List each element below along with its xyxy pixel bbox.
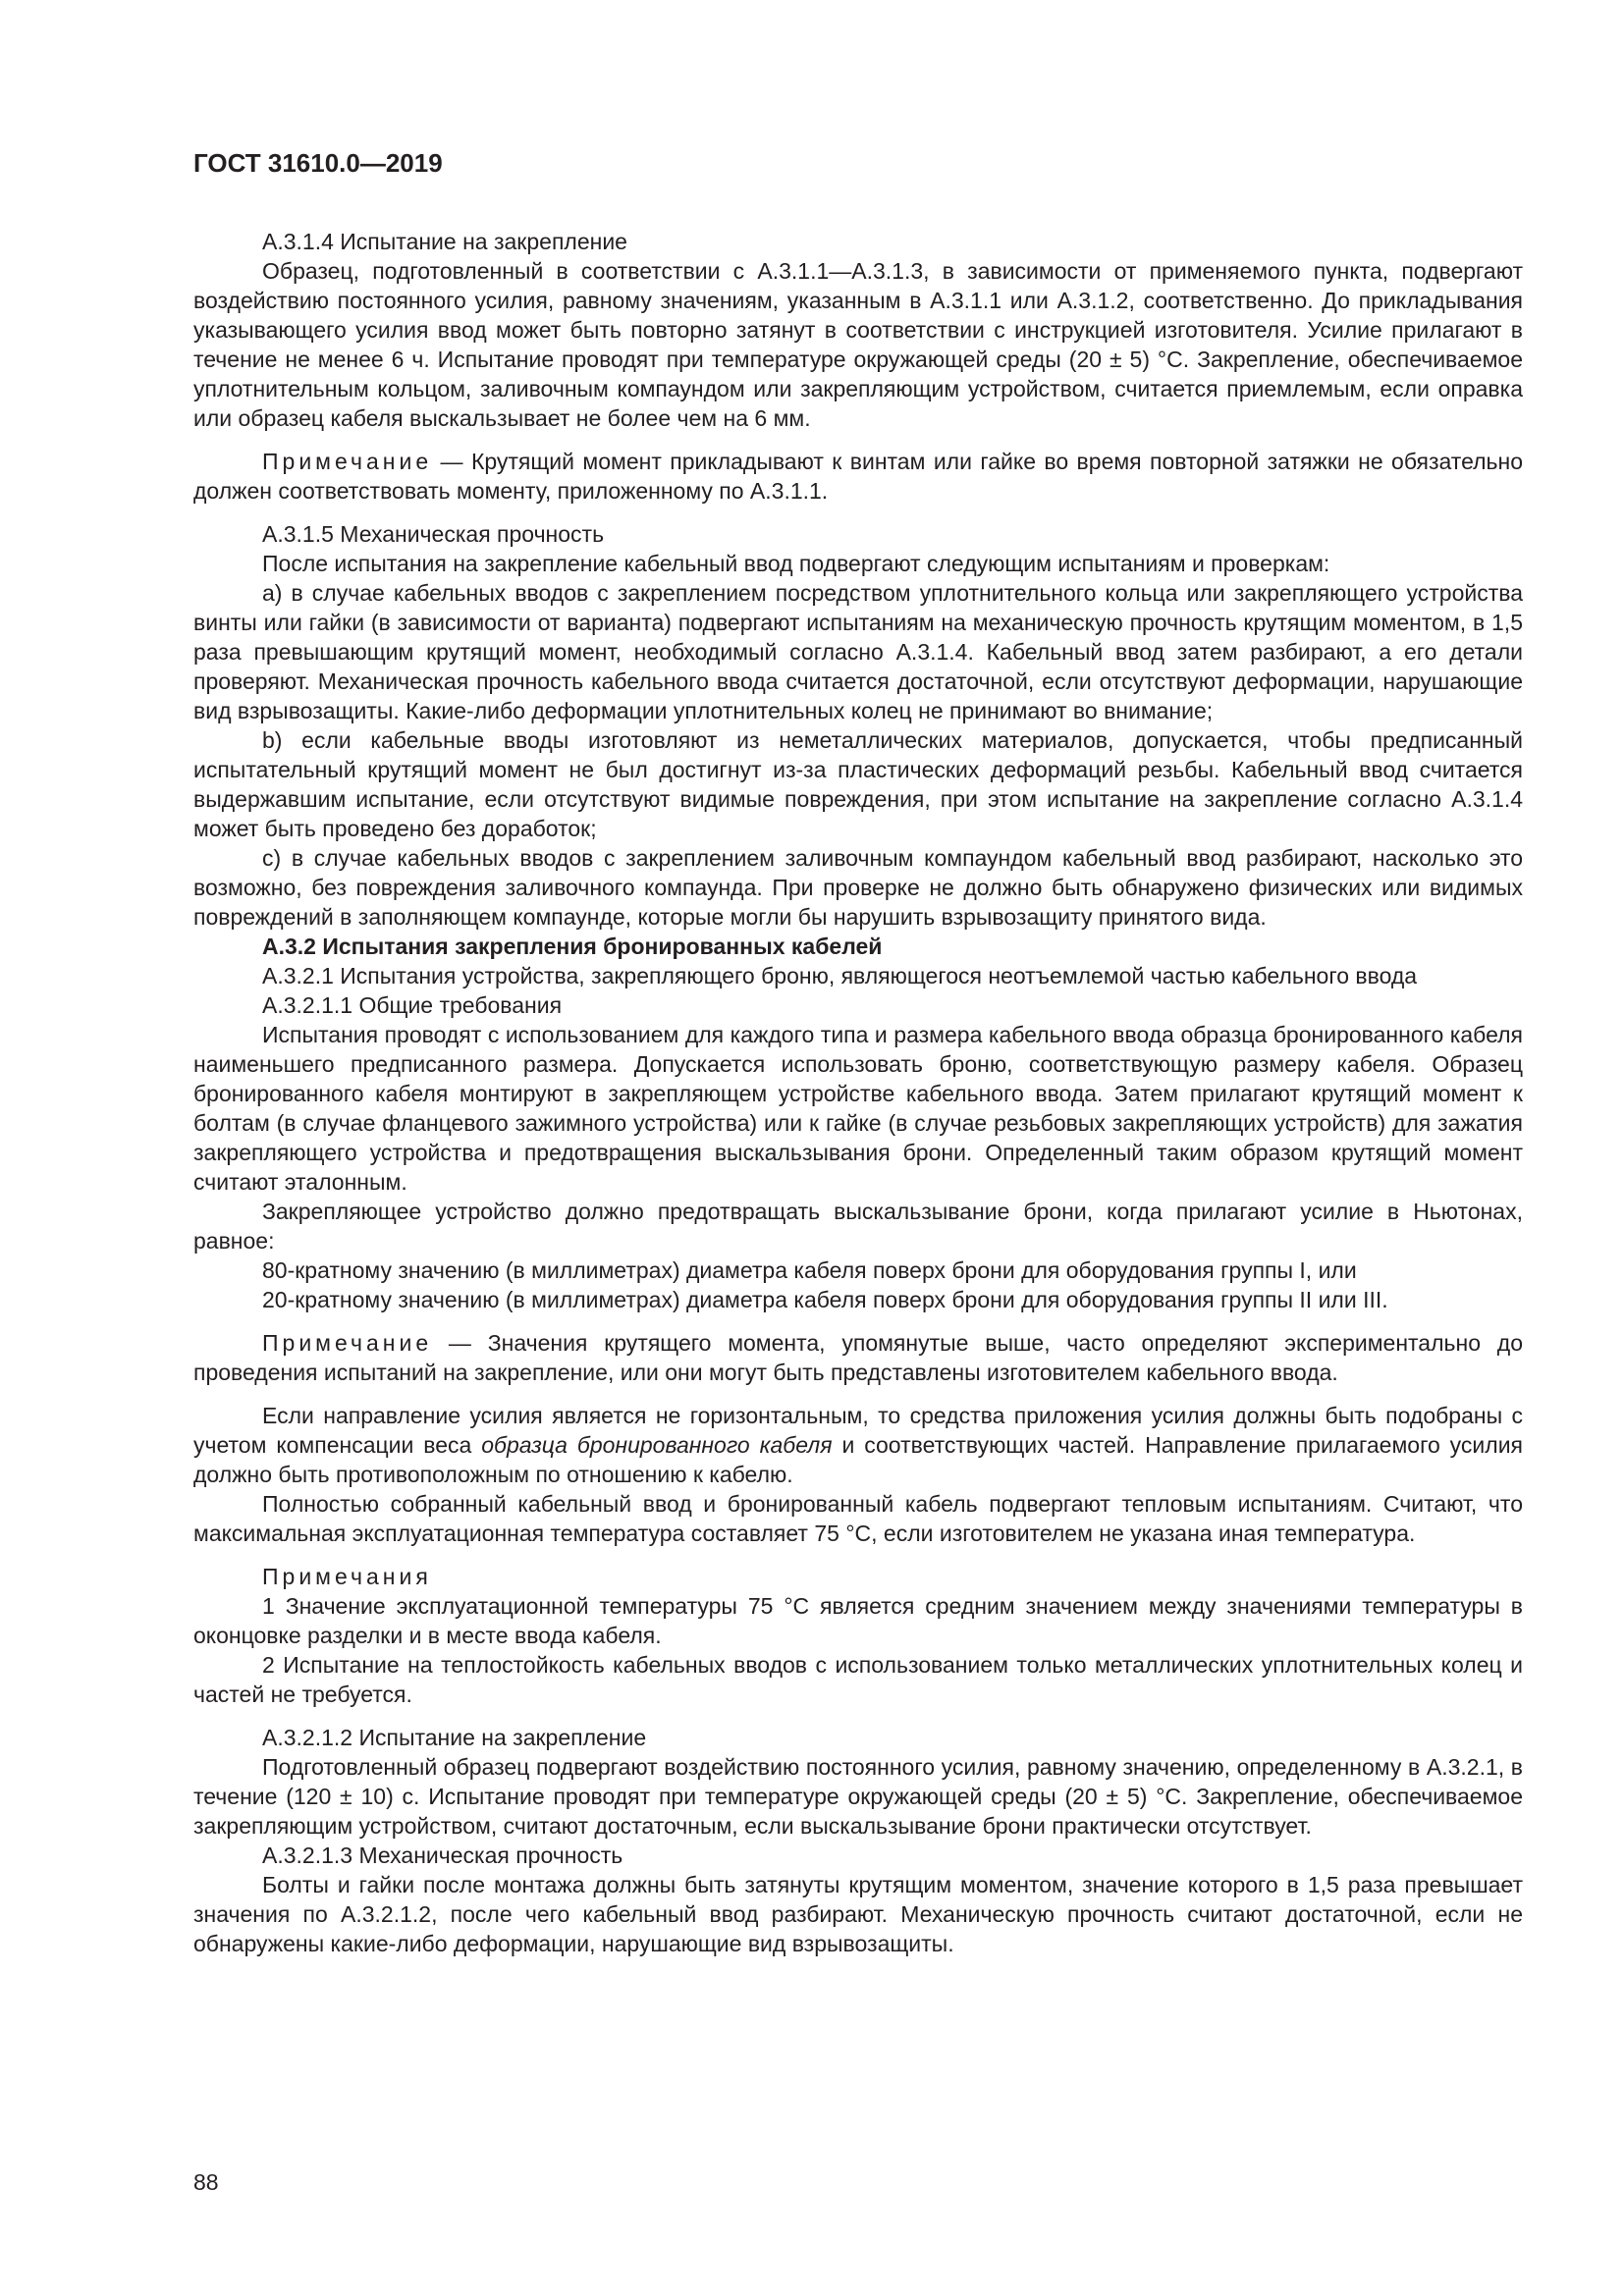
paragraph: Болты и гайки после монтажа должны быть затянуты крутящим моментом, значение которого в 1,5 раза превышает значения по А.3.2.1.2, после чего кабельный ввод разбирают. Механическую прочность считают достаточной, если не обнаружены какие-либо деформации, нарушающие вид взрывозащиты. — [193, 1872, 1523, 1956]
paragraph — [193, 1401, 1523, 1489]
document-header: ГОСТ 31610.0—2019 — [193, 148, 443, 178]
clause-heading: А.3.1.4 Испытание на закрепление — [262, 229, 627, 254]
paragraph: Полностью собранный кабельный ввод и бронированный кабель подвергают тепловым испытаниям. Считают, что максимальная эксплуатационная температура составляет 75 °С, если изготовителем не указана иная температура. — [193, 1491, 1523, 1546]
list-item: а) в случае кабельных вводов с закреплением посредством уплотнительного кольца или закрепляющего устройства винты или гайки (в зависимости от варианта) подвергают испытаниям на механическую прочность крутящим моментом, в 1,5 раза превышающим крутящий момент, необходимый согласно А.3.1.4. Кабельный ввод затем разбирают, а его детали проверяют. Механическая прочность кабельного ввода считается достаточной, если отсутствуют деформации, нарушающие вид взрывозащиты. Какие-либо деформации уплотнительных колец не принимают во внимание; — [193, 580, 1523, 723]
italic-term: образца бронированного кабеля — [481, 1432, 833, 1458]
clause-heading: А.3.2.1.1 Общие требования — [262, 992, 563, 1018]
page-number: 88 — [193, 2169, 219, 2195]
clause-heading: А.3.2.1 Испытания устройства, закрепляющего броню, являющегося неотъемлемой частью кабельного ввода — [262, 963, 1418, 988]
paragraph: Испытания проводят с использованием для каждого типа и размера кабельного ввода образца бронированного кабеля наименьшего предписанного размера. Допускается использовать броню, соответствующую размеру кабеля. Образец бронированного кабеля монтируют в закрепляющем устройстве кабельного ввода. Затем прилагают крутящий момент к болтам (в случае фланцевого зажимного устройства) или к гайке (в случае резьбовых закрепляющих устройств) для зажатия закрепляющего устройства и предотвращения выскальзывания брони. Определенный таким образом крутящий момент считают эталонным. — [193, 1022, 1523, 1195]
note-item: 2 Испытание на теплостойкость кабельных вводов с использованием только металлических уплотнительных колец и частей не требуется. — [193, 1652, 1523, 1707]
note — [193, 447, 1523, 506]
paragraph: После испытания на закрепление кабельный ввод подвергают следующим испытаниям и проверкам: — [262, 551, 1330, 576]
clause-heading: А.3.1.5 Механическая прочность — [262, 521, 605, 547]
paragraph: Образец, подготовленный в соответствии с А.3.1.1—А.3.1.3, в зависимости от применяемого пункта, подвергают воздействию постоянного усилия, равному значениям, указанным в А.3.1.1 или А.3.1.2, соответственно. До прикладывания указывающего усилия ввод может быть повторно затянут в соответствии с инструкцией изготовителя. Усилие прилагают в течение не менее 6 ч. Испытание проводят при температуре окружающей среды (20 ± 5) °С. Закрепление, обеспечиваемое уплотнительным кольцом, заливочным компаундом или закрепляющим устройством, считается приемлемым, если оправка или образец кабеля выскальзывает не более чем на 6 мм. — [193, 258, 1523, 431]
paragraph: 20-кратному значению (в миллиметрах) диаметра кабеля поверх брони для оборудования группы II или III. — [262, 1287, 1388, 1312]
note-text: — Значения крутящего момента, упомянутые выше, часто определяют экспериментально до проведения испытаний на закрепление, или они могут быть представлены изготовителем кабельного ввода. — [193, 1330, 1523, 1385]
list-item: с) в случае кабельных вводов с закреплением заливочным компаундом кабельный ввод разбирают, насколько это возможно, без повреждения заливочного компаунда. При проверке не должно быть обнаружено физических или видимых повреждений в заполняющем компаунде, которые могли бы нарушить взрывозащиту принятого вида. — [193, 845, 1523, 930]
text-run: и соответствующих частей. Направление прилагаемого усилия должно быть противоположным по отношению к кабелю. — [193, 1432, 1523, 1487]
clause-heading: А.3.2.1.2 Испытание на закрепление — [262, 1725, 647, 1750]
note-label: Примечание — [262, 449, 433, 474]
note-text: — Крутящий момент прикладывают к винтам или гайке во время повторной затяжки не обязательно должен соответствовать моменту, приложенному по А.3.1.1. — [193, 449, 1523, 504]
text-run: Если направление усилия является не горизонтальным, то средства приложения усилия должны быть подобраны с учетом компенсации веса — [193, 1403, 1523, 1458]
paragraph: Закрепляющее устройство должно предотвращать выскальзывание брони, когда прилагают усилие в Ньютонах, равное: — [193, 1199, 1523, 1254]
note — [193, 1328, 1523, 1387]
document-body — [193, 227, 1523, 1958]
list-item: b) если кабельные вводы изготовляют из неметаллических материалов, допускается, чтобы предписанный испытательный крутящий момент не был достигнут из-за пластических деформаций резьбы. Кабельный ввод считается выдержавшим испытание, если отсутствуют видимые повреждения, при этом испытание на закрепление согласно А.3.1.4 может быть проведено без доработок; — [193, 727, 1523, 841]
clause-heading: А.3.2.1.3 Механическая прочность — [262, 1842, 623, 1868]
paragraph: Подготовленный образец подвергают воздействию постоянного усилия, равному значению, определенному в А.3.2.1, в течение (120 ± 10) с. Испытание проводят при температуре окружающей среды (20 ± 5) °С. Закрепление, обеспечиваемое закрепляющим устройством, считают достаточным, если выскальзывание брони практически отсутствует. — [193, 1754, 1523, 1839]
section-heading: А.3.2 Испытания закрепления бронированных кабелей — [262, 934, 883, 959]
note-label: Примечание — [262, 1330, 433, 1356]
notes-label: Примечания — [262, 1564, 432, 1589]
paragraph: 80-кратному значению (в миллиметрах) диаметра кабеля поверх брони для оборудования группы I, или — [262, 1257, 1357, 1283]
note-item: 1 Значение эксплуатационной температуры 75 °С является средним значением между значениями температуры в оконцовке разделки и в месте ввода кабеля. — [193, 1593, 1523, 1648]
